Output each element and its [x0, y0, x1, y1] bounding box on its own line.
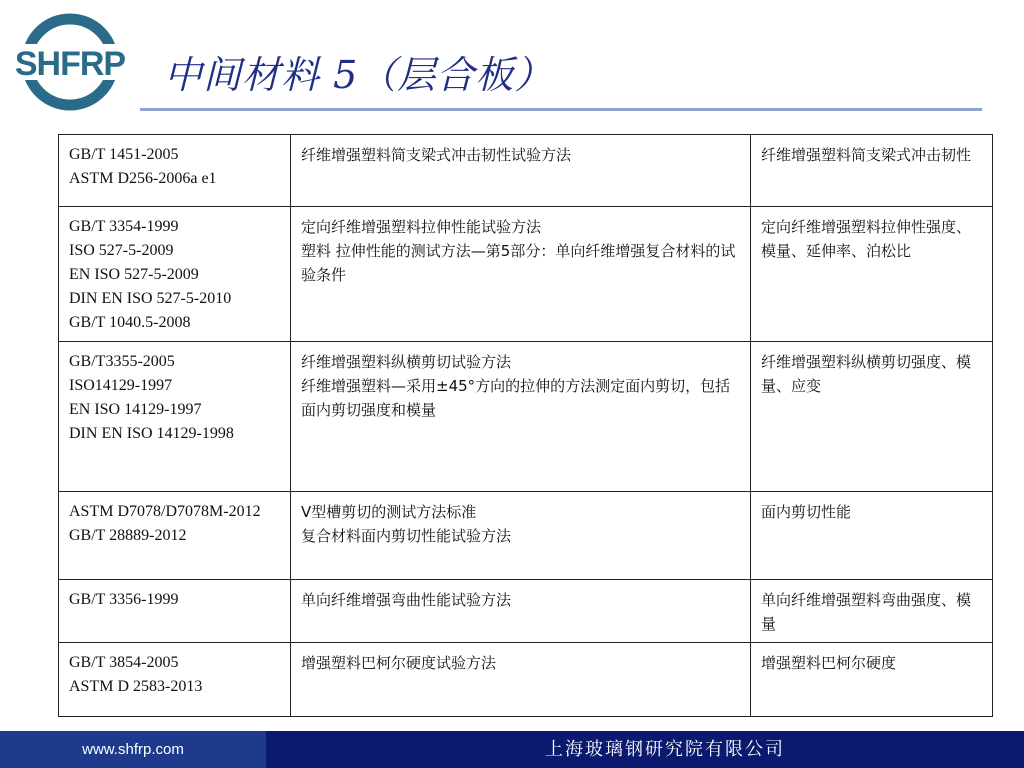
- property-text: 单向纤维增强塑料弯曲强度、模量: [761, 591, 972, 633]
- property-cell: [751, 580, 993, 643]
- test-method-line: 纤维增强塑料简支梁式冲击韧性试验方法: [301, 146, 572, 164]
- test-method-line: 纤维增强塑料—采用±45°方向的拉伸的方法测定面内剪切，包括面内剪切强度和模量: [301, 377, 731, 419]
- table-row: [59, 492, 993, 580]
- test-method-line: 纤维增强塑料纵横剪切试验方法: [301, 353, 512, 371]
- company-name: 上海玻璃钢研究院有限公司: [545, 739, 785, 760]
- property-cell: [751, 643, 993, 717]
- standard-code: GB/T 3356-1999: [69, 591, 179, 608]
- test-method-line: 塑料 拉伸性能的测试方法—第5部分：单向纤维增强复合材料的试验条件: [301, 242, 736, 284]
- standard-codes-cell: [59, 342, 291, 492]
- standard-code: EN ISO 527-5-2009: [69, 266, 199, 283]
- test-method-cell: [291, 135, 751, 207]
- standards-table: [58, 134, 993, 717]
- test-method-cell: [291, 580, 751, 643]
- standard-code: GB/T3355-2005: [69, 353, 175, 370]
- test-method-cell: [291, 643, 751, 717]
- table-row: [59, 207, 993, 342]
- standard-code: GB/T 28889-2012: [69, 527, 187, 544]
- test-method-line: 复合材料面内剪切性能试验方法: [301, 527, 512, 545]
- property-text: 增强塑料巴柯尔硬度: [761, 654, 897, 672]
- standard-codes-cell: [59, 135, 291, 207]
- property-cell: [751, 342, 993, 492]
- property-text: 纤维增强塑料纵横剪切强度、模量、应变: [761, 353, 972, 395]
- test-method-cell: [291, 492, 751, 580]
- shfrp-logo: [6, 6, 134, 118]
- test-method-cell: [291, 207, 751, 342]
- standard-code: GB/T 1451-2005: [69, 146, 179, 163]
- property-text: 面内剪切性能: [761, 503, 852, 521]
- footer-bar: [0, 731, 1024, 768]
- standard-code: ASTM D256-2006a e1: [69, 170, 217, 187]
- standard-codes-cell: [59, 580, 291, 643]
- standard-code: ISO 527-5-2009: [69, 242, 174, 259]
- standard-code: ISO14129-1997: [69, 377, 173, 394]
- standard-code: GB/T 1040.5-2008: [69, 314, 191, 331]
- property-text: 纤维增强塑料简支梁式冲击韧性: [761, 146, 972, 164]
- test-method-line: 定向纤维增强塑料拉伸性能试验方法: [301, 218, 542, 236]
- title-divider: [140, 108, 982, 111]
- standard-code: DIN EN ISO 527-5-2010: [69, 290, 232, 307]
- test-method-line: 单向纤维增强弯曲性能试验方法: [301, 591, 512, 609]
- standard-codes-cell: [59, 207, 291, 342]
- property-cell: [751, 135, 993, 207]
- logo-text: SHFRP: [14, 45, 126, 83]
- test-method-line: 增强塑料巴柯尔硬度试验方法: [301, 654, 497, 672]
- property-cell: [751, 207, 993, 342]
- table-row: [59, 342, 993, 492]
- standard-code: ASTM D 2583-2013: [69, 678, 203, 695]
- property-cell: [751, 492, 993, 580]
- website-link[interactable]: www.shfrp.com: [82, 741, 184, 758]
- standard-codes-cell: [59, 643, 291, 717]
- page-title: 中间材料 5（层合板）: [164, 53, 554, 97]
- test-method-cell: [291, 342, 751, 492]
- standard-code: EN ISO 14129-1997: [69, 401, 202, 418]
- standard-code: GB/T 3354-1999: [69, 218, 179, 235]
- table-row: [59, 135, 993, 207]
- test-method-line: V型槽剪切的测试方法标准: [301, 503, 477, 521]
- standard-code: DIN EN ISO 14129-1998: [69, 425, 234, 442]
- table-row: [59, 580, 993, 643]
- table-row: [59, 643, 993, 717]
- standard-codes-cell: [59, 492, 291, 580]
- property-text: 定向纤维增强塑料拉伸性强度、模量、延伸率、泊松比: [761, 218, 972, 260]
- standard-code: GB/T 3854-2005: [69, 654, 179, 671]
- standard-code: ASTM D7078/D7078M-2012: [69, 503, 261, 520]
